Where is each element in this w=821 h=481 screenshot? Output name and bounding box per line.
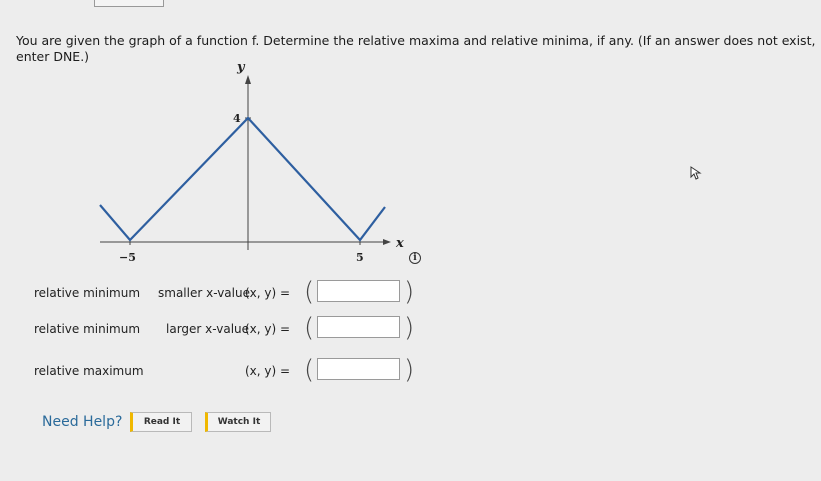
answer-input-min-large[interactable] [317, 316, 400, 338]
tick-label-neg5: −5 [119, 251, 136, 264]
coord-label: (x, y) = [245, 322, 291, 336]
question-text: You are given the graph of a function f. Determine the relative maxima and relative minima, if any. (If an answer does not exist, enter DNE.) [16, 33, 816, 64]
tick-label-5: 5 [356, 251, 364, 264]
y-axis-label: y [237, 60, 245, 75]
paren-close: ) [404, 313, 415, 343]
answer-input-min-small[interactable] [317, 280, 400, 302]
paren-close: ) [404, 277, 415, 307]
tick-label-4: 4 [233, 112, 241, 125]
paren-open: ( [304, 313, 315, 343]
row-qualifier: larger x-value [166, 322, 250, 336]
y-axis-arrow [245, 75, 251, 84]
paren-close: ) [404, 355, 415, 385]
function-curve [100, 118, 385, 240]
row-label: relative maximum [34, 364, 144, 378]
answer-row-min-large [0, 313, 821, 346]
coord-label: (x, y) = [245, 286, 291, 300]
watch-it-button[interactable]: Watch It [205, 412, 271, 432]
info-icon[interactable]: i [409, 252, 421, 264]
answer-row-min-small [0, 277, 821, 310]
row-label: relative minimum [34, 322, 141, 336]
x-axis-arrow [383, 239, 391, 245]
paren-open: ( [304, 277, 315, 307]
coord-label: (x, y) = [245, 364, 291, 378]
paren-open: ( [304, 355, 315, 385]
answer-input-max[interactable] [317, 358, 400, 380]
row-qualifier: smaller x-value [158, 286, 250, 300]
x-axis-label: x [396, 236, 404, 251]
row-label: relative minimum [34, 286, 141, 300]
answer-row-max [0, 355, 821, 388]
mouse-cursor-icon [690, 166, 702, 180]
need-help-label: Need Help? [42, 414, 123, 430]
read-it-button[interactable]: Read It [130, 412, 192, 432]
